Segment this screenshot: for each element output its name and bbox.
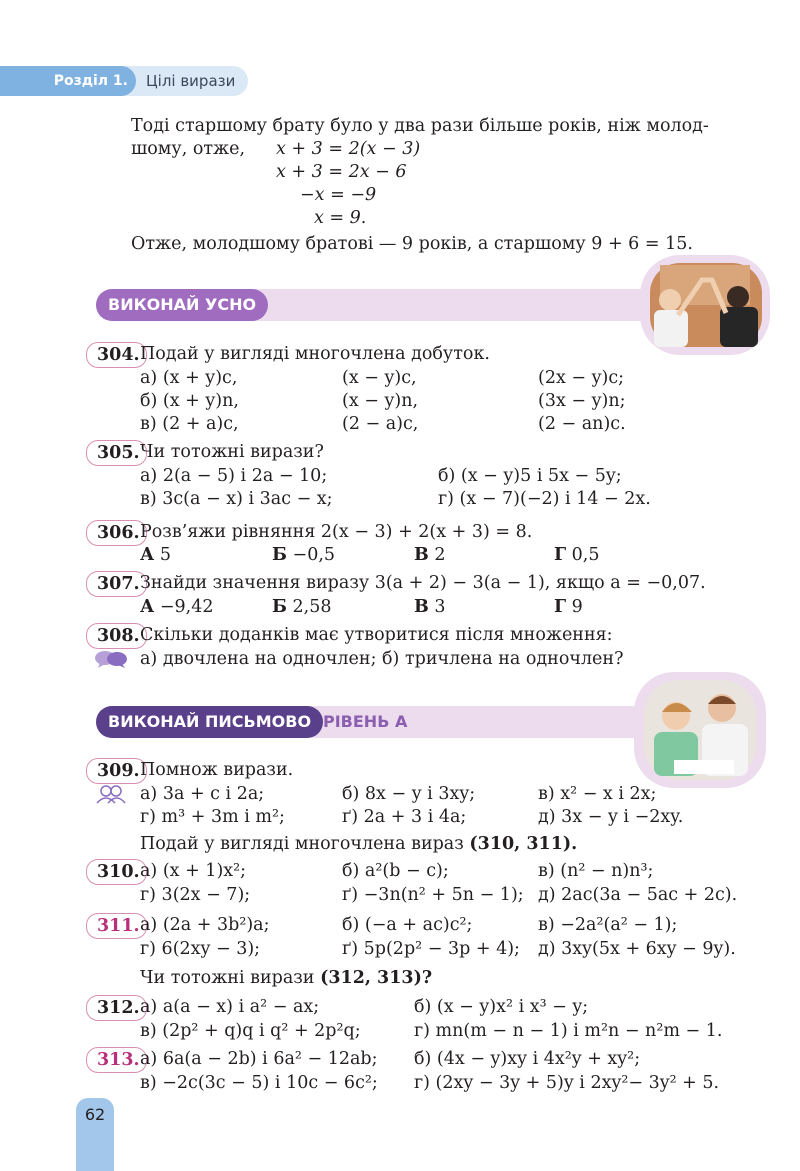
- option-value: 2,58: [292, 597, 332, 617]
- ex304-cell: а) (x + y)c,: [140, 368, 238, 388]
- equation-1: x + 3 = 2(x − 3): [276, 139, 421, 159]
- written-banner-label: ВИКОНАЙ ПИСЬМОВО: [96, 706, 323, 738]
- option-value: 5: [159, 545, 171, 565]
- exercise-number-312: 312.: [86, 995, 147, 1021]
- ex305-cell: г) (x − 7)(−2) і 14 − 2x.: [438, 489, 651, 509]
- ex304-cell: (3x − y)n;: [538, 391, 626, 411]
- ex304-cell: в) (2 + a)c,: [140, 414, 239, 434]
- exercise-number-306: 306.: [86, 520, 147, 546]
- ex310-cell: г) 3(2x − 7);: [140, 885, 251, 905]
- page-number: 62: [76, 1098, 114, 1171]
- ex311-cell: б) (−a + ac)c²;: [342, 915, 473, 935]
- ex309-cell: в) x² − x і 2x;: [538, 784, 657, 804]
- ex310-cell: б) a²(b − c);: [342, 861, 449, 881]
- equation-4: x = 9.: [314, 208, 367, 228]
- ex312-cell: а) a(a − x) і a² − ax;: [140, 997, 320, 1017]
- intro-line-2: шому, отже,: [131, 139, 246, 159]
- speech-bubbles-icon: [94, 649, 128, 673]
- ex313-cell: б) (4x − y)xy і 4x²y + xy²;: [414, 1049, 641, 1069]
- ex305-cell: а) 2(a − 5) і 2a − 10;: [140, 466, 328, 486]
- option-key: Б: [272, 597, 287, 617]
- ex304-cell: (2 − a)c,: [342, 414, 419, 434]
- equation-3: −x = −9: [300, 185, 377, 205]
- note-ref: (310, 311).: [469, 834, 578, 854]
- note-text: Подай у вигляді многочлена вираз: [140, 834, 464, 854]
- ex309-cell: ґ) 2a + 3 і 4a;: [342, 807, 467, 827]
- ex311-cell: ґ) 5p(2p² − 3p + 4);: [342, 939, 520, 959]
- option-value: 9: [571, 597, 583, 617]
- photo-high-five: [640, 255, 770, 355]
- ex310-cell: ґ) −3n(n² + 5n − 1);: [342, 885, 524, 905]
- option-value: 0,5: [571, 545, 600, 565]
- ex309-cell: г) m³ + 3m і m²;: [140, 807, 285, 827]
- ex310-cell: в) (n² − n)n³;: [538, 861, 654, 881]
- ex304-cell: (x − y)c,: [342, 368, 417, 388]
- ex304-cell: б) (x + y)n,: [140, 391, 239, 411]
- exercise-number-310: 310.: [86, 859, 147, 885]
- ex313-cell: г) (2xy − 3y + 5)y і 2xy²− 3y² + 5.: [414, 1073, 720, 1093]
- exercise-309-text: Помнож вирази.: [140, 760, 294, 780]
- option-value: 3: [434, 597, 446, 617]
- ex311-cell: г) 6(2xy − 3);: [140, 939, 261, 959]
- exercise-number-305: 305.: [86, 440, 147, 466]
- exercise-306-text: Розв’яжи рівняння 2(x − 3) + 2(x + 3) = 8.: [140, 522, 533, 542]
- section-title: Цілі вирази: [146, 72, 236, 90]
- exercise-307-text: Знайди значення виразу 3(a + 2) − 3(a − 1), якщо a = −0,07.: [140, 573, 706, 593]
- note-ref: (312, 313)?: [320, 968, 433, 988]
- intro-conclusion: Отже, молодшому братові — 9 років, а старшому 9 + 6 = 15.: [131, 234, 693, 254]
- oral-banner-label: ВИКОНАЙ УСНО: [96, 289, 268, 321]
- ex304-cell: (2x − y)c;: [538, 368, 625, 388]
- ex310-cell: а) (x + 1)x²;: [140, 861, 247, 881]
- exercise-number-307: 307.: [86, 571, 147, 597]
- option-key: Г: [554, 597, 567, 617]
- ex312-cell: в) (2p² + q)q і q² + 2p²q;: [140, 1021, 361, 1041]
- ex304-cell: (x − y)n,: [342, 391, 419, 411]
- exercise-305-text: Чи тотожні вирази?: [140, 442, 324, 462]
- section-label: Розділ 1.: [0, 66, 136, 96]
- ex313-cell: а) 6a(a − 2b) і 6a² − 12ab;: [140, 1049, 378, 1069]
- ex305-cell: в) 3c(a − x) і 3ac − x;: [140, 489, 333, 509]
- exercise-number-308: 308.: [86, 623, 147, 649]
- ex304-cell: (2 − an)c.: [538, 414, 626, 434]
- option-key: Г: [554, 545, 567, 565]
- ex309-cell: б) 8x − y і 3xy;: [342, 784, 476, 804]
- ex313-cell: в) −2c(3c − 5) і 10c − 6c²;: [140, 1073, 378, 1093]
- ex309-cell: а) 3a + c і 2a;: [140, 784, 265, 804]
- option-value: −9,42: [159, 597, 214, 617]
- option-key: В: [414, 597, 429, 617]
- option-key: А: [140, 545, 155, 565]
- ex312-cell: б) (x − y)x² і x³ − y;: [414, 997, 589, 1017]
- exercise-number-311: 311.: [86, 913, 147, 939]
- option-value: −0,5: [292, 545, 336, 565]
- ex310-cell: д) 2ac(3a − 5ac + 2c).: [538, 885, 738, 905]
- option-value: 2: [434, 545, 446, 565]
- level-label: РІВЕНЬ А: [323, 712, 408, 731]
- ex309-cell: д) 3x − y і −2xy.: [538, 807, 684, 827]
- equation-2: x + 3 = 2x − 6: [276, 162, 407, 182]
- exercise-number-313: 313.: [86, 1047, 147, 1073]
- exercise-number-309: 309.: [86, 758, 147, 784]
- exercise-number-304: 304.: [86, 342, 147, 368]
- ex311-cell: а) (2a + 3b²)a;: [140, 915, 270, 935]
- ex312-cell: г) mn(m − n − 1) і m²n − n²m − 1.: [414, 1021, 723, 1041]
- option-key: А: [140, 597, 155, 617]
- exercise-304-text: Подай у вигляді многочлена добуток.: [140, 344, 490, 364]
- ex305-cell: б) (x − y)5 і 5x − 5y;: [438, 466, 622, 486]
- exercise-308-text: Скільки доданків має утворитися після множення:: [140, 625, 613, 645]
- note-text: Чи тотожні вирази: [140, 968, 315, 988]
- intro-line-1: Тоді старшому брату було у два рази більше років, ніж молод-: [131, 116, 709, 136]
- ex311-cell: д) 3xy(5x + 6xy − 9y).: [538, 939, 736, 959]
- option-key: В: [414, 545, 429, 565]
- photo-students: [634, 672, 766, 788]
- option-key: Б: [272, 545, 287, 565]
- ex311-cell: в) −2a²(a² − 1);: [538, 915, 678, 935]
- exercise-308-line-2: а) двочлена на одночлен; б) тричлена на одночлен?: [140, 649, 624, 669]
- people-pair-icon: [96, 784, 126, 808]
